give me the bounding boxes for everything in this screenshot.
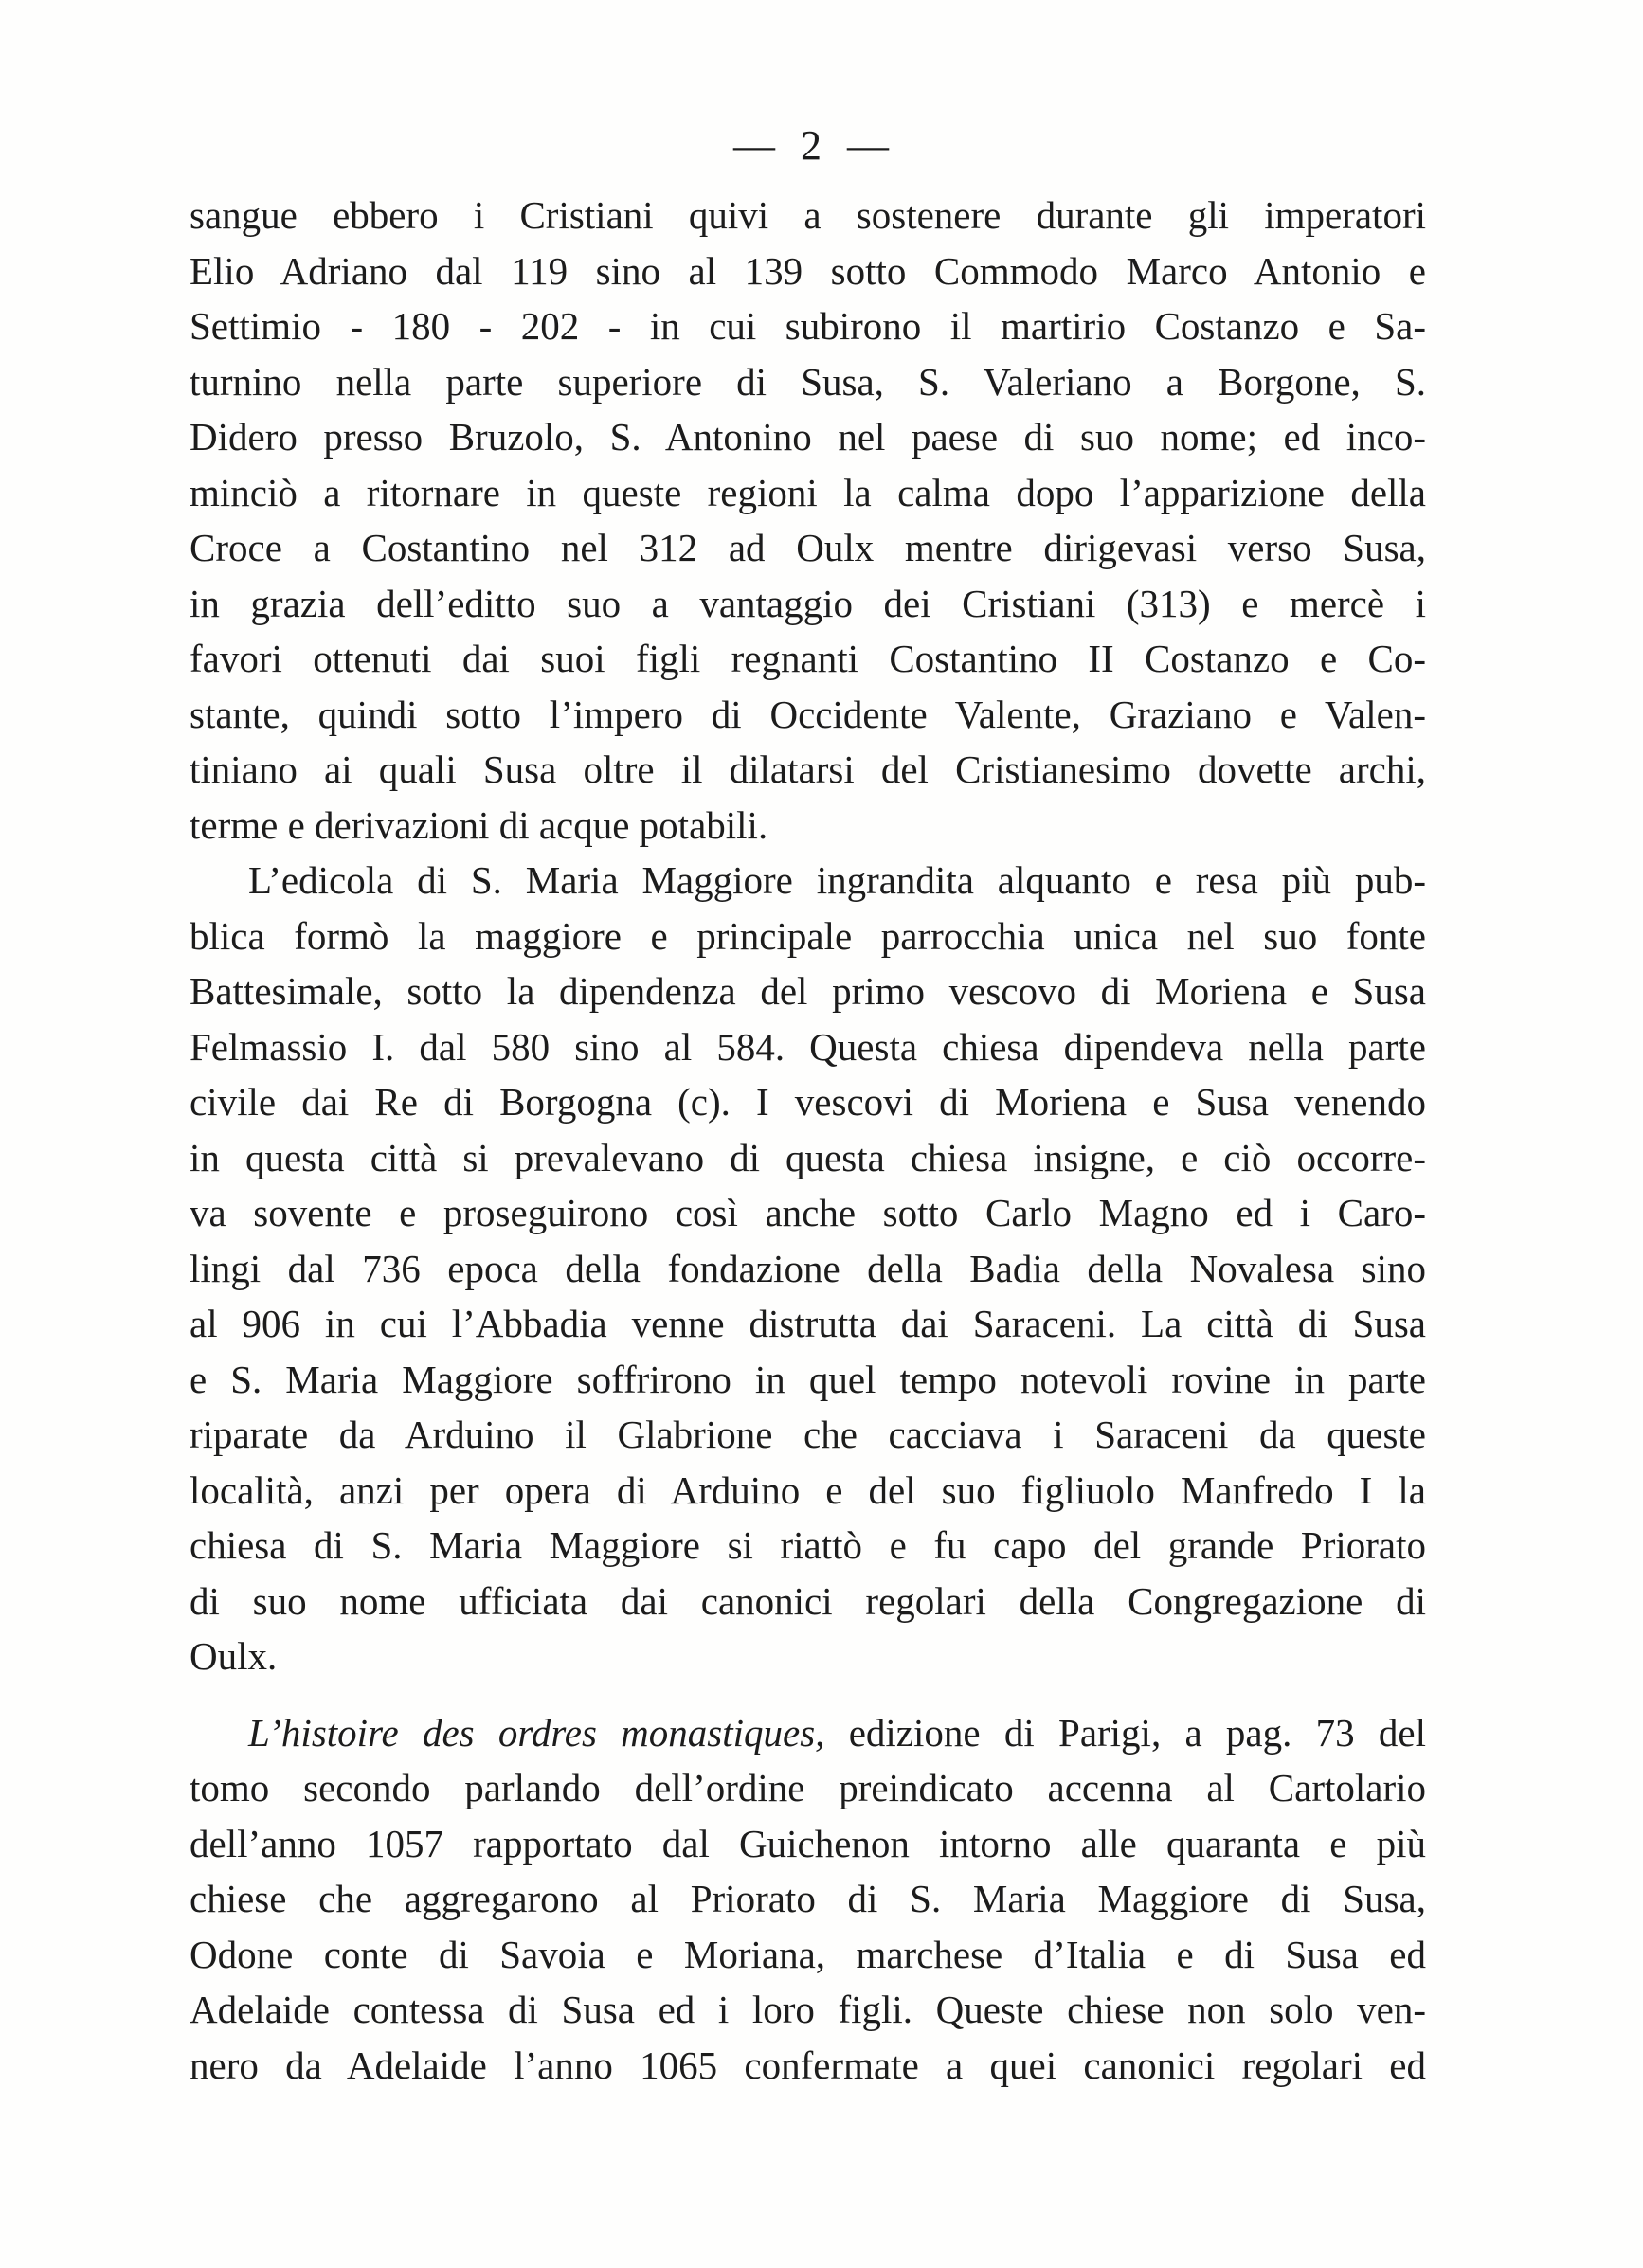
- text-line: di suo nome ufficiata dai canonici regolari della Congregazione di: [190, 1578, 1426, 1623]
- text-line: tiniano ai quali Susa oltre il dilatarsi del Cristianesimo dovette archi,: [190, 747, 1426, 791]
- text-line: stante, quindi sotto l’impero di Occidente Valente, Graziano e Valen-: [190, 692, 1426, 736]
- text-line: terme e derivazioni di acque potabili.: [190, 802, 768, 847]
- text-line: civile dai Re di Borgogna (c). I vescovi di Moriena e Susa venendo: [190, 1080, 1426, 1124]
- text-line: turnino nella parte superiore di Susa, S. Valeriano a Borgone, S.: [190, 359, 1426, 404]
- text-line: località, anzi per opera di Arduino e del suo figliuolo Manfredo I la: [190, 1467, 1426, 1512]
- text-line-rest: edizione di Parigi, a pag. 73 del: [824, 1710, 1427, 1755]
- book-title: L’histoire des ordres monastiques,: [248, 1710, 825, 1755]
- text-line: Battesimale, sotto la dipendenza del primo vescovo di Moriena e Susa: [190, 969, 1426, 1013]
- text-line: [190, 1705, 1426, 1761]
- text-line: tomo secondo parlando dell’ordine preindicato accenna al Cartolario: [190, 1766, 1426, 1809]
- body-text: [190, 188, 1426, 2093]
- text-line: in questa città si prevalevano di questa chiesa insigne, e ciò occorre-: [190, 1135, 1426, 1179]
- text-line: minciò a ritornare in queste regioni la calma dopo l’apparizione della: [190, 470, 1426, 514]
- paragraph-gap: [190, 1684, 1426, 1705]
- text-line: va sovente e proseguirono così anche sotto Carlo Magno ed i Caro-: [190, 1191, 1426, 1234]
- text-line: in grazia dell’editto suo a vantaggio dei Cristiani (313) e mercè i: [190, 581, 1426, 625]
- text-line: nero da Adelaide l’anno 1065 confermate a quei canonici regolari ed: [190, 2043, 1426, 2087]
- text-line: Oulx.: [190, 1634, 278, 1678]
- text-line: dell’anno 1057 rapportato dal Guichenon intorno alle quaranta e più: [190, 1821, 1426, 1865]
- text-line: Settimio - 180 - 202 - in cui subirono il martirio Costanzo e Sa-: [190, 304, 1426, 348]
- paragraph-1: [190, 188, 1426, 853]
- text-line: Adelaide contessa di Susa ed i loro figli. Queste chiese non solo ven-: [190, 1988, 1426, 2031]
- text-line: lingi dal 736 epoca della fondazione della Badia della Novalesa sino: [190, 1246, 1426, 1290]
- page-number: — 2 —: [733, 122, 896, 169]
- paragraph-3: [190, 1705, 1426, 2094]
- text-line: al 906 in cui l’Abbadia venne distrutta dai Saraceni. La città di Susa: [190, 1302, 1426, 1345]
- text-line: chiese che aggregarono al Priorato di S. Maria Maggiore di Susa,: [190, 1877, 1426, 1920]
- text-line: favori ottenuti dai suoi figli regnanti Costantino II Costanzo e Co-: [190, 637, 1426, 680]
- paragraph-2: [190, 853, 1426, 1684]
- text-line: riparate da Arduino il Glabrione che cacciava i Saraceni da queste: [190, 1413, 1426, 1456]
- text-line: Felmassio I. dal 580 sino al 584. Questa chiesa dipendeva nella parte: [190, 1024, 1426, 1069]
- text-line: sangue ebbero i Cristiani quivi a sostenere durante gli imperatori: [190, 193, 1426, 237]
- text-line: chiesa di S. Maria Maggiore si riattò e fu capo del grande Priorato: [190, 1523, 1426, 1567]
- text-line: Croce a Costantino nel 312 ad Oulx mentre dirigevasi verso Susa,: [190, 526, 1426, 569]
- text-line: L’edicola di S. Maria Maggiore ingrandita alquanto e resa più pub-: [248, 858, 1426, 902]
- text-line: Elio Adriano dal 119 sino al 139 sotto Commodo Marco Antonio e: [190, 248, 1426, 293]
- text-line: Odone conte di Savoia e Moriana, marchese d’Italia e di Susa ed: [190, 1932, 1426, 1976]
- text-line: Didero presso Bruzolo, S. Antonino nel paese di suo nome; ed inco-: [190, 415, 1426, 459]
- text-line: e S. Maria Maggiore soffrirono in quel tempo notevoli rovine in parte: [190, 1357, 1426, 1401]
- text-line: blica formò la maggiore e principale parrocchia unica nel suo fonte: [190, 913, 1426, 958]
